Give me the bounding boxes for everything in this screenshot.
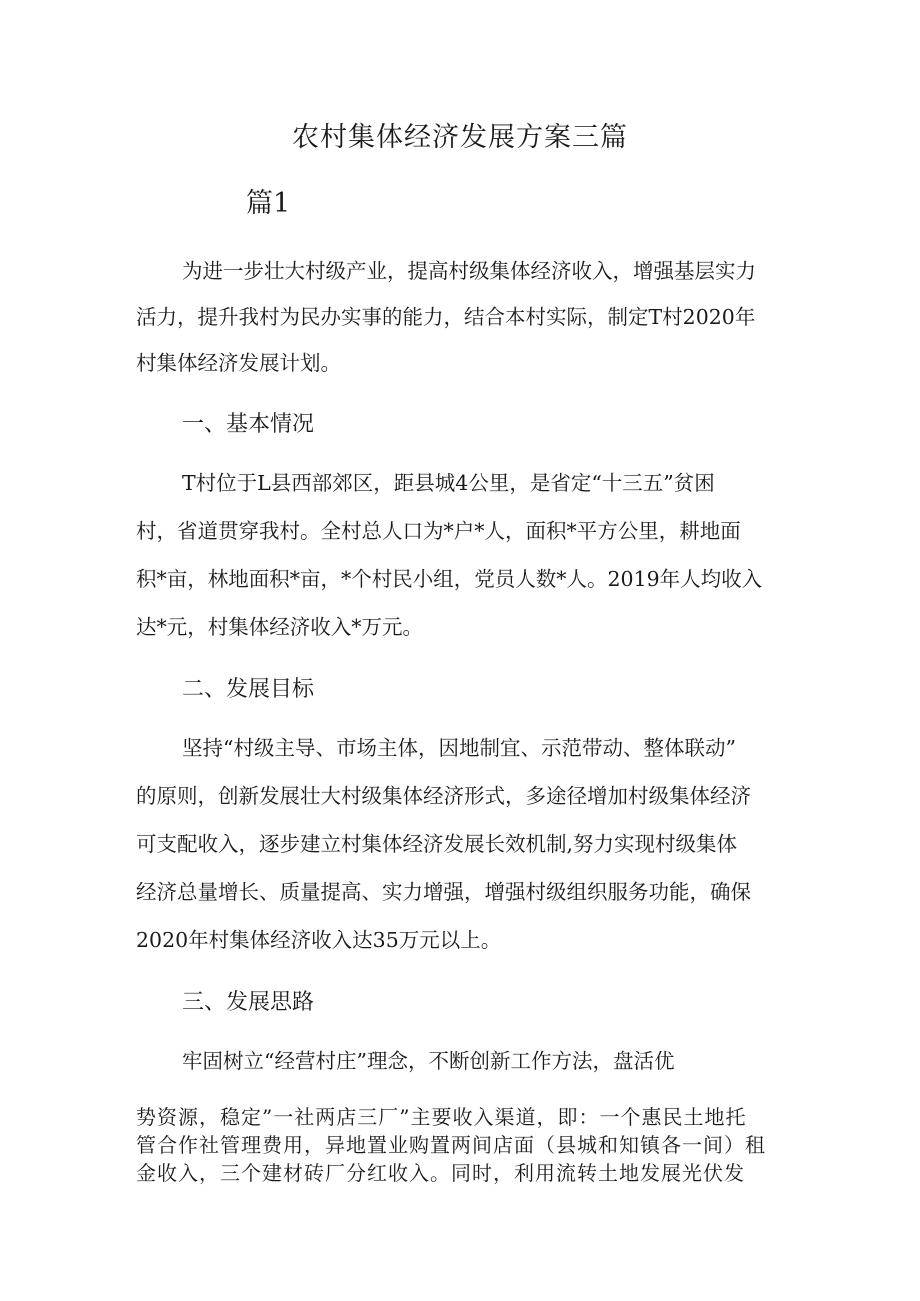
section2-line-2: 的原则，创新发展壮大村级集体经济形式，多途径增加村级集体经济: [136, 784, 751, 808]
section1-line-3: 积*亩，林地面积*亩，*个村民小组，党员人数*人。2019年人均收入: [136, 567, 763, 591]
document-title: 农村集体经济发展方案三篇: [292, 122, 628, 153]
section1-line-4: 达*元，村集体经济收入*万元。: [136, 615, 423, 639]
part-label: 篇1: [246, 188, 291, 219]
section3-line-1: 牢固树立“经营村庄”理念，不断创新工作方法，盘活优: [182, 1049, 675, 1073]
intro-line-1: 为进一步壮大村级产业，提高村级集体经济收入，增强基层实力: [182, 259, 756, 283]
section3-line-4: 金收入，三个建材砖厂分红收入。同时，利用流转土地发展光伏发: [136, 1161, 745, 1185]
section3-line-2: 势资源，稳定”一社两店三厂”主要收入渠道，即：一个惠民土地托: [136, 1105, 747, 1129]
intro-line-3: 村集体经济发展计划。: [136, 351, 341, 375]
section1-line-1: T村位于L县西部郊区，距县城4公里，是省定“十三五”贫困: [182, 471, 715, 495]
section2-line-1: 坚持“村级主导、市场主体，因地制宜、示范带动、整体联动”: [182, 736, 736, 760]
section2-line-4: 经济总量增长、质量提高、实力增强，增强村级组织服务功能，确保: [136, 880, 751, 904]
section3-line-3: 管合作社管理费用，异地置业购置两间店面（县城和知镇各一间）租: [136, 1133, 766, 1157]
section1-heading: 一、基本情况: [182, 412, 315, 437]
section1-line-2: 村，省道贯穿我村。全村总人口为*户*人，面积*平方公里，耕地面: [136, 519, 741, 543]
section3-heading: 三、发展思路: [182, 990, 315, 1015]
section2-line-5: 2020年村集体经济收入达35万元以上。: [136, 928, 502, 952]
intro-line-2: 活力，提升我村为民办实事的能力，结合本村实际，制定T村2020年: [136, 305, 756, 329]
section2-line-3: 可支配收入，逐步建立村集体经济发展长效机制,努力实现村级集体: [136, 832, 738, 856]
section2-heading: 二、发展目标: [182, 677, 315, 702]
